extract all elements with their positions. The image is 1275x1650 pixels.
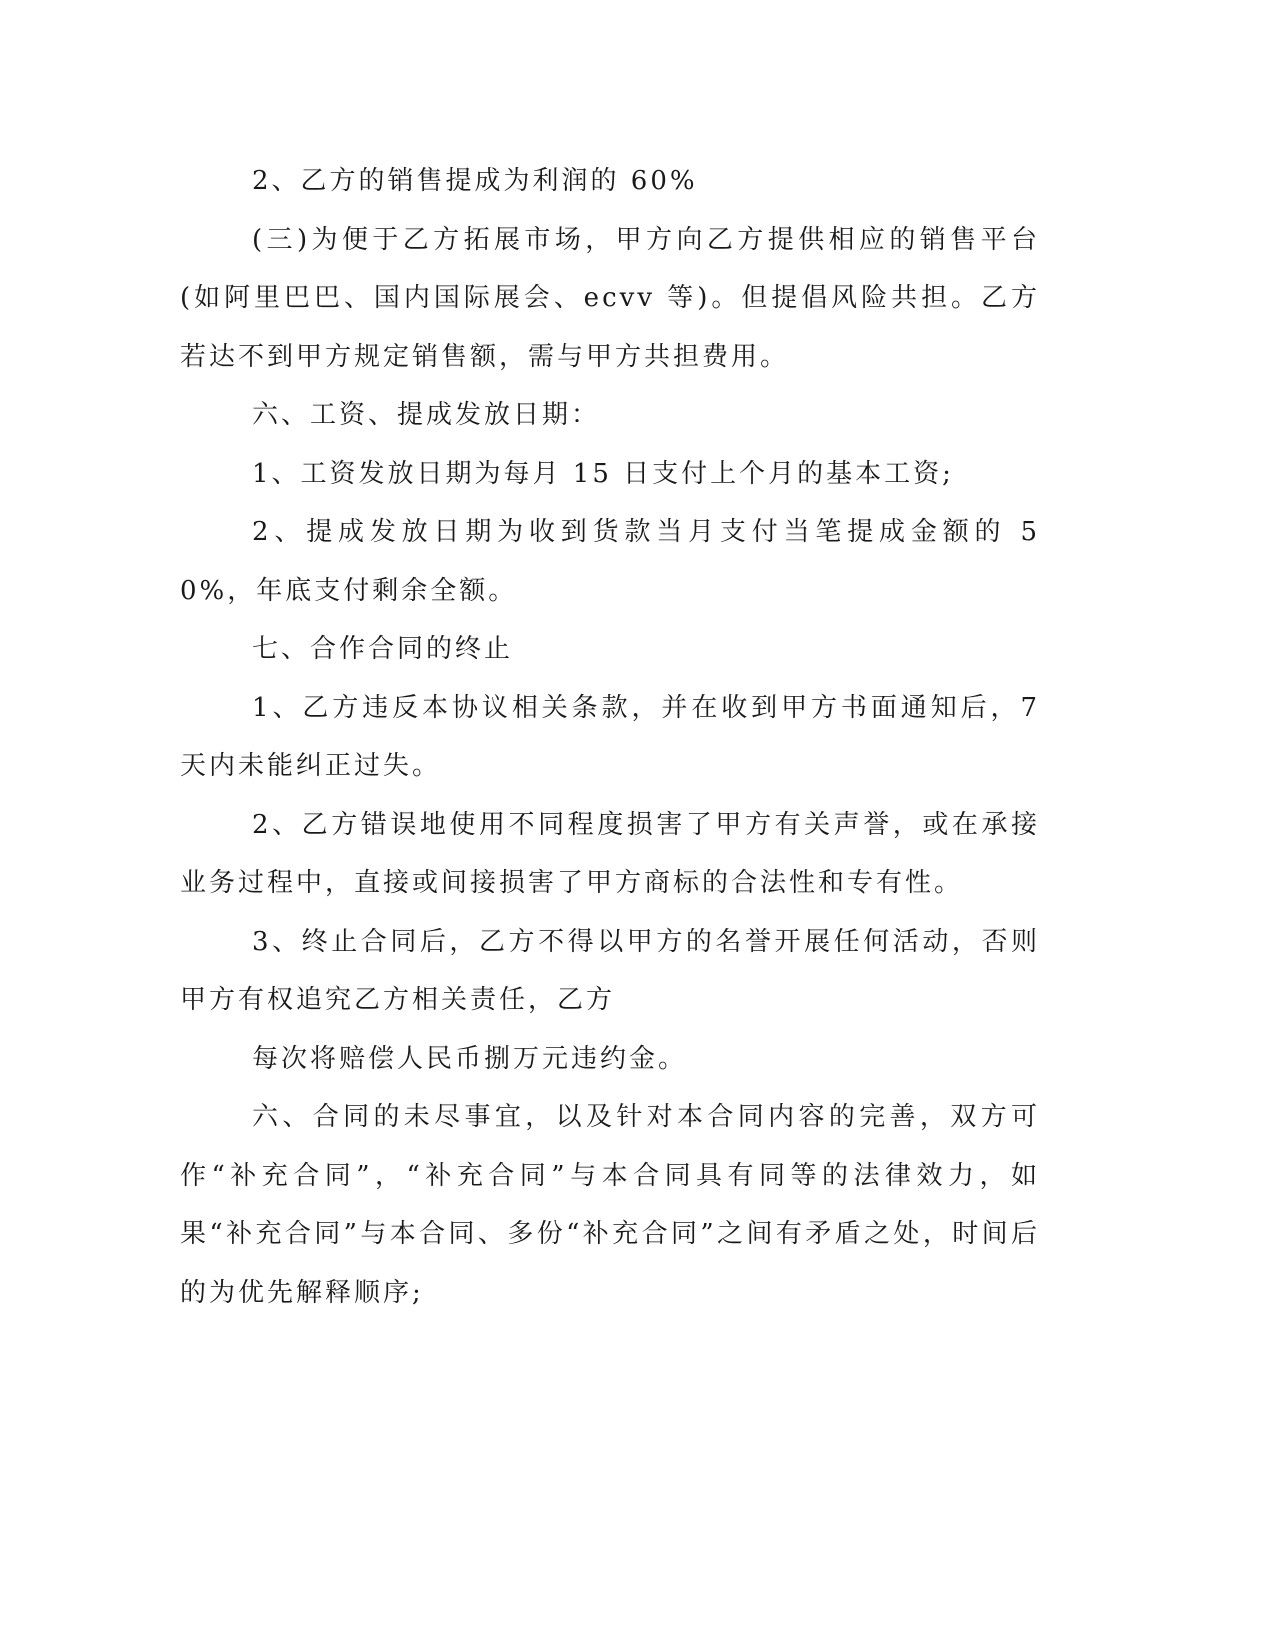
paragraph-sales-platform: (三)为便于乙方拓展市场，甲方向乙方提供相应的销售平台(如阿里巴巴、国内国际展会、ecvv 等)。但提倡风险共担。乙方若达不到甲方规定销售额，需与甲方共担费用。: [180, 224, 1040, 372]
paragraph-salary-date: 1、工资发放日期为每月 15 日支付上个月的基本工资;: [252, 458, 954, 489]
paragraph-termination-1: 1、乙方违反本协议相关条款，并在收到甲方书面通知后，7 天内未能纠正过失。: [180, 692, 1040, 781]
heading-payment-dates: 六、工资、提成发放日期：: [252, 400, 601, 430]
paragraph-supplementary-contract: 六、合同的未尽事宜，以及针对本合同内容的完善，双方可作“补充合同”，“补充合同”与本合同具有同等的法律效力，如果“补充合同”与本合同、多份“补充合同”之间有矛盾之处，时间后的为优先解释顺序;: [180, 1102, 1040, 1308]
heading-termination: 七、合作合同的终止: [252, 634, 514, 664]
paragraph-commission-date: 2、提成发放日期为收到货款当月支付当笔提成金额的 50%，年底支付剩余全额。: [180, 517, 1040, 606]
paragraph-termination-2: 2、乙方错误地使用不同程度损害了甲方有关声誉，或在承接业务过程中，直接或间接损害了甲方商标的合法性和专有性。: [180, 809, 1040, 898]
paragraph-commission-rate: 2、乙方的销售提成为利润的 60%: [252, 166, 698, 196]
paragraph-penalty: 每次将赔偿人民币捌万元违约金。: [252, 1043, 688, 1074]
document-body: [180, 152, 1040, 1322]
paragraph-termination-3: 3、终止合同后，乙方不得以甲方的名誉开展任何活动，否则甲方有权追究乙方相关责任，乙方: [180, 926, 1040, 1015]
